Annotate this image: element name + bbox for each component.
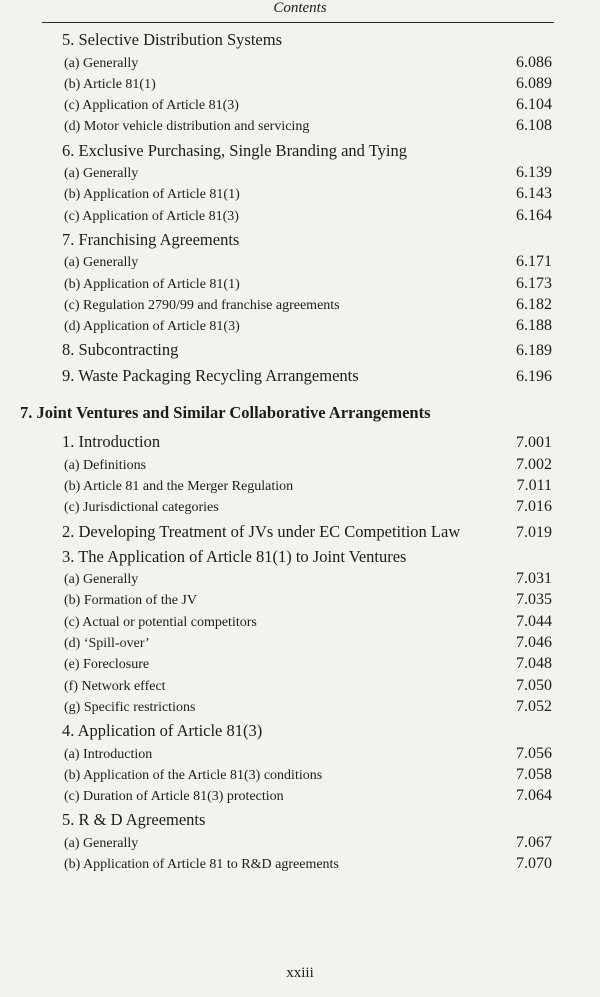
entry-title: 3. The Application of Article 81(1) to Joint Ventures [62, 546, 407, 566]
entry-title: (c) Application of Article 81(3) [64, 208, 239, 224]
section-entry [0, 32, 600, 53]
subsection-entry [0, 570, 600, 591]
subsection-entry [0, 317, 600, 338]
entry-title: (b) Application of Article 81 to R&D agreements [64, 856, 339, 872]
subsection-entry [0, 676, 600, 697]
paragraph-number: 6.143 [516, 185, 552, 203]
paragraph-number: 6.164 [516, 206, 552, 224]
paragraph-number: 7.001 [516, 434, 552, 452]
section-entry [0, 434, 600, 455]
entry-title: 7. Joint Ventures and Similar Collaborative Arrangements [20, 403, 431, 423]
subsection-entry [0, 53, 600, 74]
paragraph-number: 6.173 [516, 274, 552, 292]
entry-title: 5. R & D Agreements [62, 810, 206, 830]
entry-title: (d) ‘Spill-over’ [64, 636, 150, 652]
entry-title: 9. Waste Packaging Recycling Arrangements [62, 365, 359, 385]
subsection-entry [0, 274, 600, 295]
subsection-entry [0, 855, 600, 876]
subsection-entry [0, 498, 600, 519]
entry-title: (b) Application of Article 81(1) [64, 187, 240, 203]
entry-title: (b) Article 81 and the Merger Regulation [64, 478, 294, 494]
subsection-entry [0, 185, 600, 206]
paragraph-number: 7.046 [516, 634, 552, 652]
paragraph-number: 7.035 [516, 591, 552, 609]
paragraph-number: 7.058 [516, 765, 552, 783]
subsection-entry [0, 787, 600, 808]
paragraph-number: 7.052 [516, 697, 552, 715]
section-entry [0, 812, 600, 833]
entry-title: (b) Application of Article 81(1) [64, 276, 240, 292]
paragraph-number: 6.196 [516, 367, 552, 385]
entry-title: (a) Definitions [64, 457, 147, 473]
paragraph-number: 7.064 [516, 787, 552, 805]
chapter-heading [0, 405, 600, 426]
entry-title: 1. Introduction [62, 432, 161, 452]
entry-title: 2. Developing Treatment of JVs under EC Competition Law [62, 521, 461, 541]
entry-title: (b) Formation of the JV [64, 593, 197, 609]
table-of-contents [0, 32, 600, 876]
entry-title: (c) Regulation 2790/99 and franchise agreements [64, 297, 340, 313]
paragraph-number: 6.108 [516, 117, 552, 135]
subsection-entry [0, 612, 600, 633]
paragraph-number: 7.016 [516, 498, 552, 516]
section-entry [0, 546, 600, 570]
paragraph-number: 6.171 [516, 253, 552, 271]
section-entry [0, 723, 600, 744]
subsection-entry [0, 591, 600, 612]
paragraph-number: 7.070 [516, 854, 552, 872]
paragraph-number: 6.189 [516, 342, 552, 360]
entry-title: (g) Specific restrictions [64, 699, 196, 715]
entry-title: (e) Foreclosure [64, 657, 150, 673]
subsection-entry [0, 766, 600, 787]
entry-title: 6. Exclusive Purchasing, Single Branding and Tying [62, 140, 408, 160]
paragraph-number: 7.056 [516, 744, 552, 762]
subsection-entry [0, 117, 600, 138]
paragraph-number: 7.019 [516, 523, 552, 541]
subsection-entry [0, 744, 600, 765]
paragraph-number: 6.188 [516, 317, 552, 335]
entry-title: (f) Network effect [64, 678, 166, 694]
section-entry [0, 229, 600, 253]
entry-title: (b) Application of the Article 81(3) conditions [64, 767, 323, 783]
subsection-entry [0, 253, 600, 274]
entry-title: (a) Introduction [64, 746, 153, 762]
entry-title: (c) Duration of Article 81(3) protection [64, 789, 284, 805]
entry-title: 8. Subcontracting [62, 340, 179, 360]
paragraph-number: 7.031 [516, 570, 552, 588]
entry-title: 7. Franchising Agreements [62, 229, 240, 249]
paragraph-number: 7.002 [516, 455, 552, 473]
subsection-entry [0, 296, 600, 317]
subsection-entry [0, 206, 600, 227]
entry-title: (a) Generally [64, 835, 139, 851]
section-entry [0, 367, 600, 388]
paragraph-number: 7.050 [516, 676, 552, 694]
paragraph-number: 6.104 [516, 96, 552, 114]
subsection-entry [0, 833, 600, 854]
section-entry [0, 523, 600, 544]
section-entry [0, 342, 600, 363]
entry-title: (d) Motor vehicle distribution and servicing [64, 119, 310, 135]
page-number: xxiii [286, 965, 314, 981]
entry-title: 5. Selective Distribution Systems [62, 30, 282, 50]
subsection-entry [0, 634, 600, 655]
paragraph-number: 7.044 [516, 612, 552, 630]
paragraph-number: 6.086 [516, 53, 552, 71]
paragraph-number: 7.067 [516, 833, 552, 851]
entry-title: (a) Generally [64, 572, 139, 588]
entry-title: 4. Application of Article 81(3) [62, 721, 263, 741]
running-head: Contents [273, 0, 327, 16]
subsection-entry [0, 164, 600, 185]
entry-title: (d) Application of Article 81(3) [64, 319, 240, 335]
subsection-entry [0, 477, 600, 498]
subsection-entry [0, 75, 600, 96]
paragraph-number: 6.089 [516, 74, 552, 92]
entry-title: (c) Application of Article 81(3) [64, 98, 239, 114]
section-entry [0, 142, 600, 163]
entry-title: (a) Generally [64, 166, 139, 182]
header-rule [42, 22, 554, 23]
paragraph-number: 7.048 [516, 655, 552, 673]
subsection-entry [0, 698, 600, 719]
subsection-entry [0, 96, 600, 117]
paragraph-number: 6.139 [516, 164, 552, 182]
entry-title: (c) Actual or potential competitors [64, 614, 257, 630]
subsection-entry [0, 655, 600, 676]
entry-title: (b) Article 81(1) [64, 76, 156, 92]
paragraph-number: 6.182 [516, 295, 552, 313]
subsection-entry [0, 455, 600, 476]
entry-title: (c) Jurisdictional categories [64, 500, 219, 516]
entry-title: (a) Generally [64, 255, 139, 271]
paragraph-number: 7.011 [516, 476, 552, 494]
entry-title: (a) Generally [64, 55, 139, 71]
